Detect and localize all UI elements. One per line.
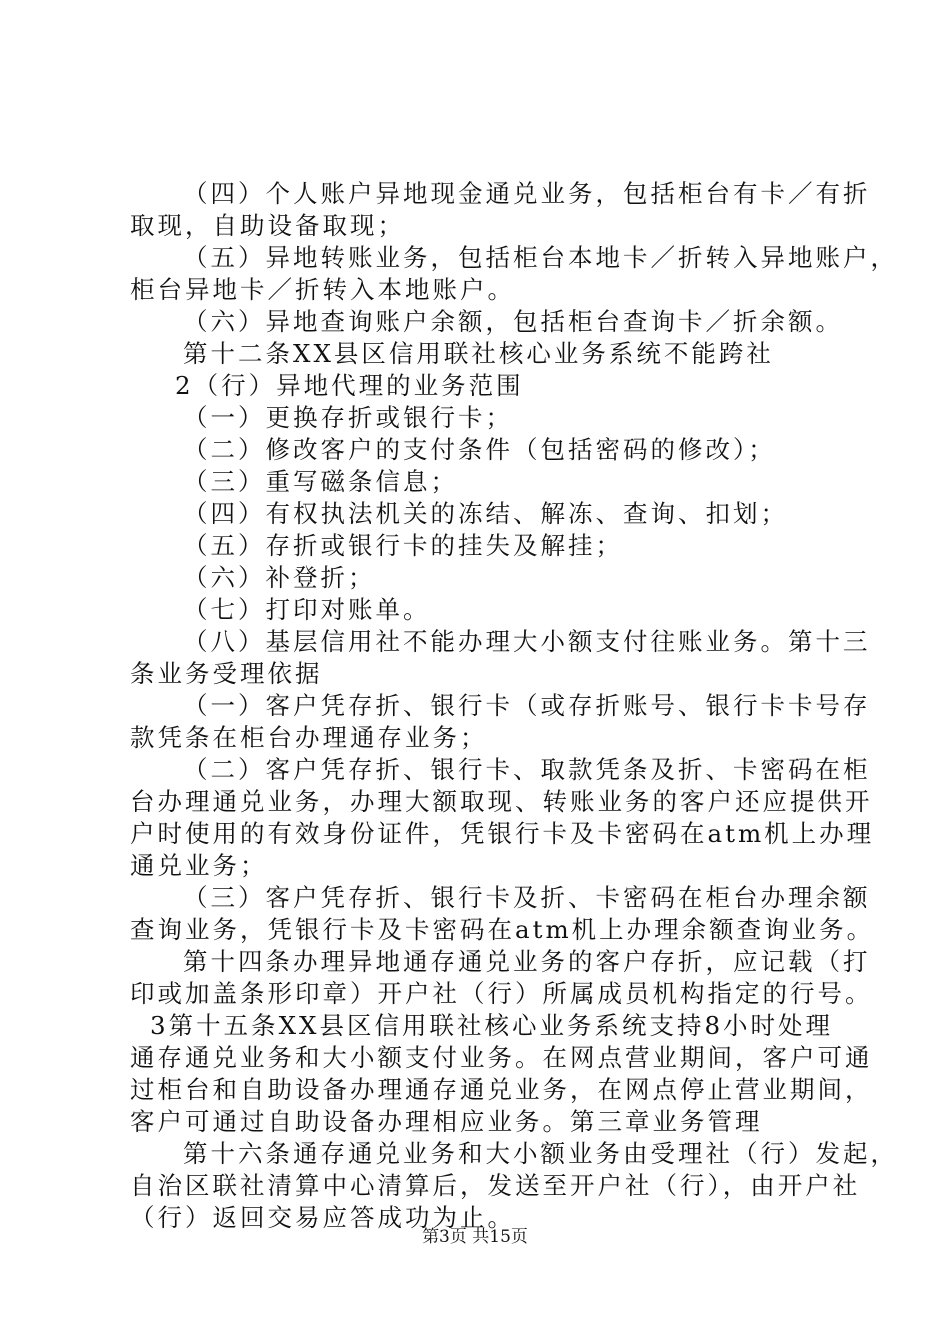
text-line: （一）更换存折或银行卡； — [183, 403, 513, 432]
text-line: （四）个人账户异地现金通兑业务，包括柜台有卡／有折 — [183, 179, 871, 208]
text-line: 2（行）异地代理的业务范围 — [175, 371, 524, 400]
text-line: 通兑业务； — [130, 851, 268, 880]
text-line: 第十四条办理异地通存通兑业务的客户存折，应记载（打 — [183, 947, 871, 976]
text-line: 通存通兑业务和大小额支付业务。在网点营业期间，客户可通 — [130, 1043, 873, 1072]
text-line: （五）异地转账业务，包括柜台本地卡／折转入异地账户， — [183, 243, 898, 272]
text-line: （一）客户凭存折、银行卡（或存折账号、银行卡卡号存 — [183, 691, 871, 720]
text-line: （三）重写磁条信息； — [183, 467, 458, 496]
text-line: 自治区联社清算中心清算后，发送至开户社（行），由开户社 — [130, 1171, 861, 1200]
page-number-footer: 第3页 共15页 — [422, 1227, 528, 1247]
text-line: （四）有权执法机关的冻结、解冻、查询、扣划； — [183, 499, 788, 528]
text-line: 台办理通兑业务，办理大额取现、转账业务的客户还应提供开 — [130, 787, 873, 816]
text-line: 条业务受理依据 — [130, 659, 323, 688]
text-line: （六）补登折； — [183, 563, 376, 592]
text-line: 第十六条通存通兑业务和大小额业务由受理社（行）发起， — [183, 1139, 898, 1168]
text-line: 印或加盖条形印章）开户社（行）所属成员机构指定的行号。 — [130, 979, 873, 1008]
text-line: （八）基层信用社不能办理大小额支付往账业务。第十三 — [183, 627, 871, 656]
text-line: 取现，自助设备取现； — [130, 211, 405, 240]
text-line: （二）客户凭存折、银行卡、取款凭条及折、卡密码在柜 — [183, 755, 871, 784]
text-line: 3第十五条XX县区信用联社核心业务系统支持8小时处理 — [150, 1011, 834, 1040]
text-line: （行）返回交易应答成功为止。 — [130, 1203, 515, 1232]
text-line: 户时使用的有效身份证件，凭银行卡及卡密码在atm机上办理 — [130, 819, 875, 848]
text-line: （七）打印对账单。 — [183, 595, 431, 624]
text-line: 款凭条在柜台办理通存业务； — [130, 723, 488, 752]
text-line: 柜台异地卡／折转入本地账户。 — [130, 275, 515, 304]
text-line: 客户可通过自助设备办理相应业务。第三章业务管理 — [130, 1107, 763, 1136]
text-line: （二）修改客户的支付条件（包括密码的修改）； — [183, 435, 776, 464]
text-line: 过柜台和自助设备办理通存通兑业务，在网点停止营业期间， — [130, 1075, 873, 1104]
text-line: （五）存折或银行卡的挂失及解挂； — [183, 531, 623, 560]
text-line: 查询业务，凭银行卡及卡密码在atm机上办理余额查询业务。 — [130, 915, 875, 944]
text-line: （六）异地查询账户余额，包括柜台查询卡／折余额。 — [183, 307, 843, 336]
text-line: （三）客户凭存折、银行卡及折、卡密码在柜台办理余额 — [183, 883, 871, 912]
text-line: 第十二条XX县区信用联社核心业务系统不能跨社 — [183, 339, 774, 368]
